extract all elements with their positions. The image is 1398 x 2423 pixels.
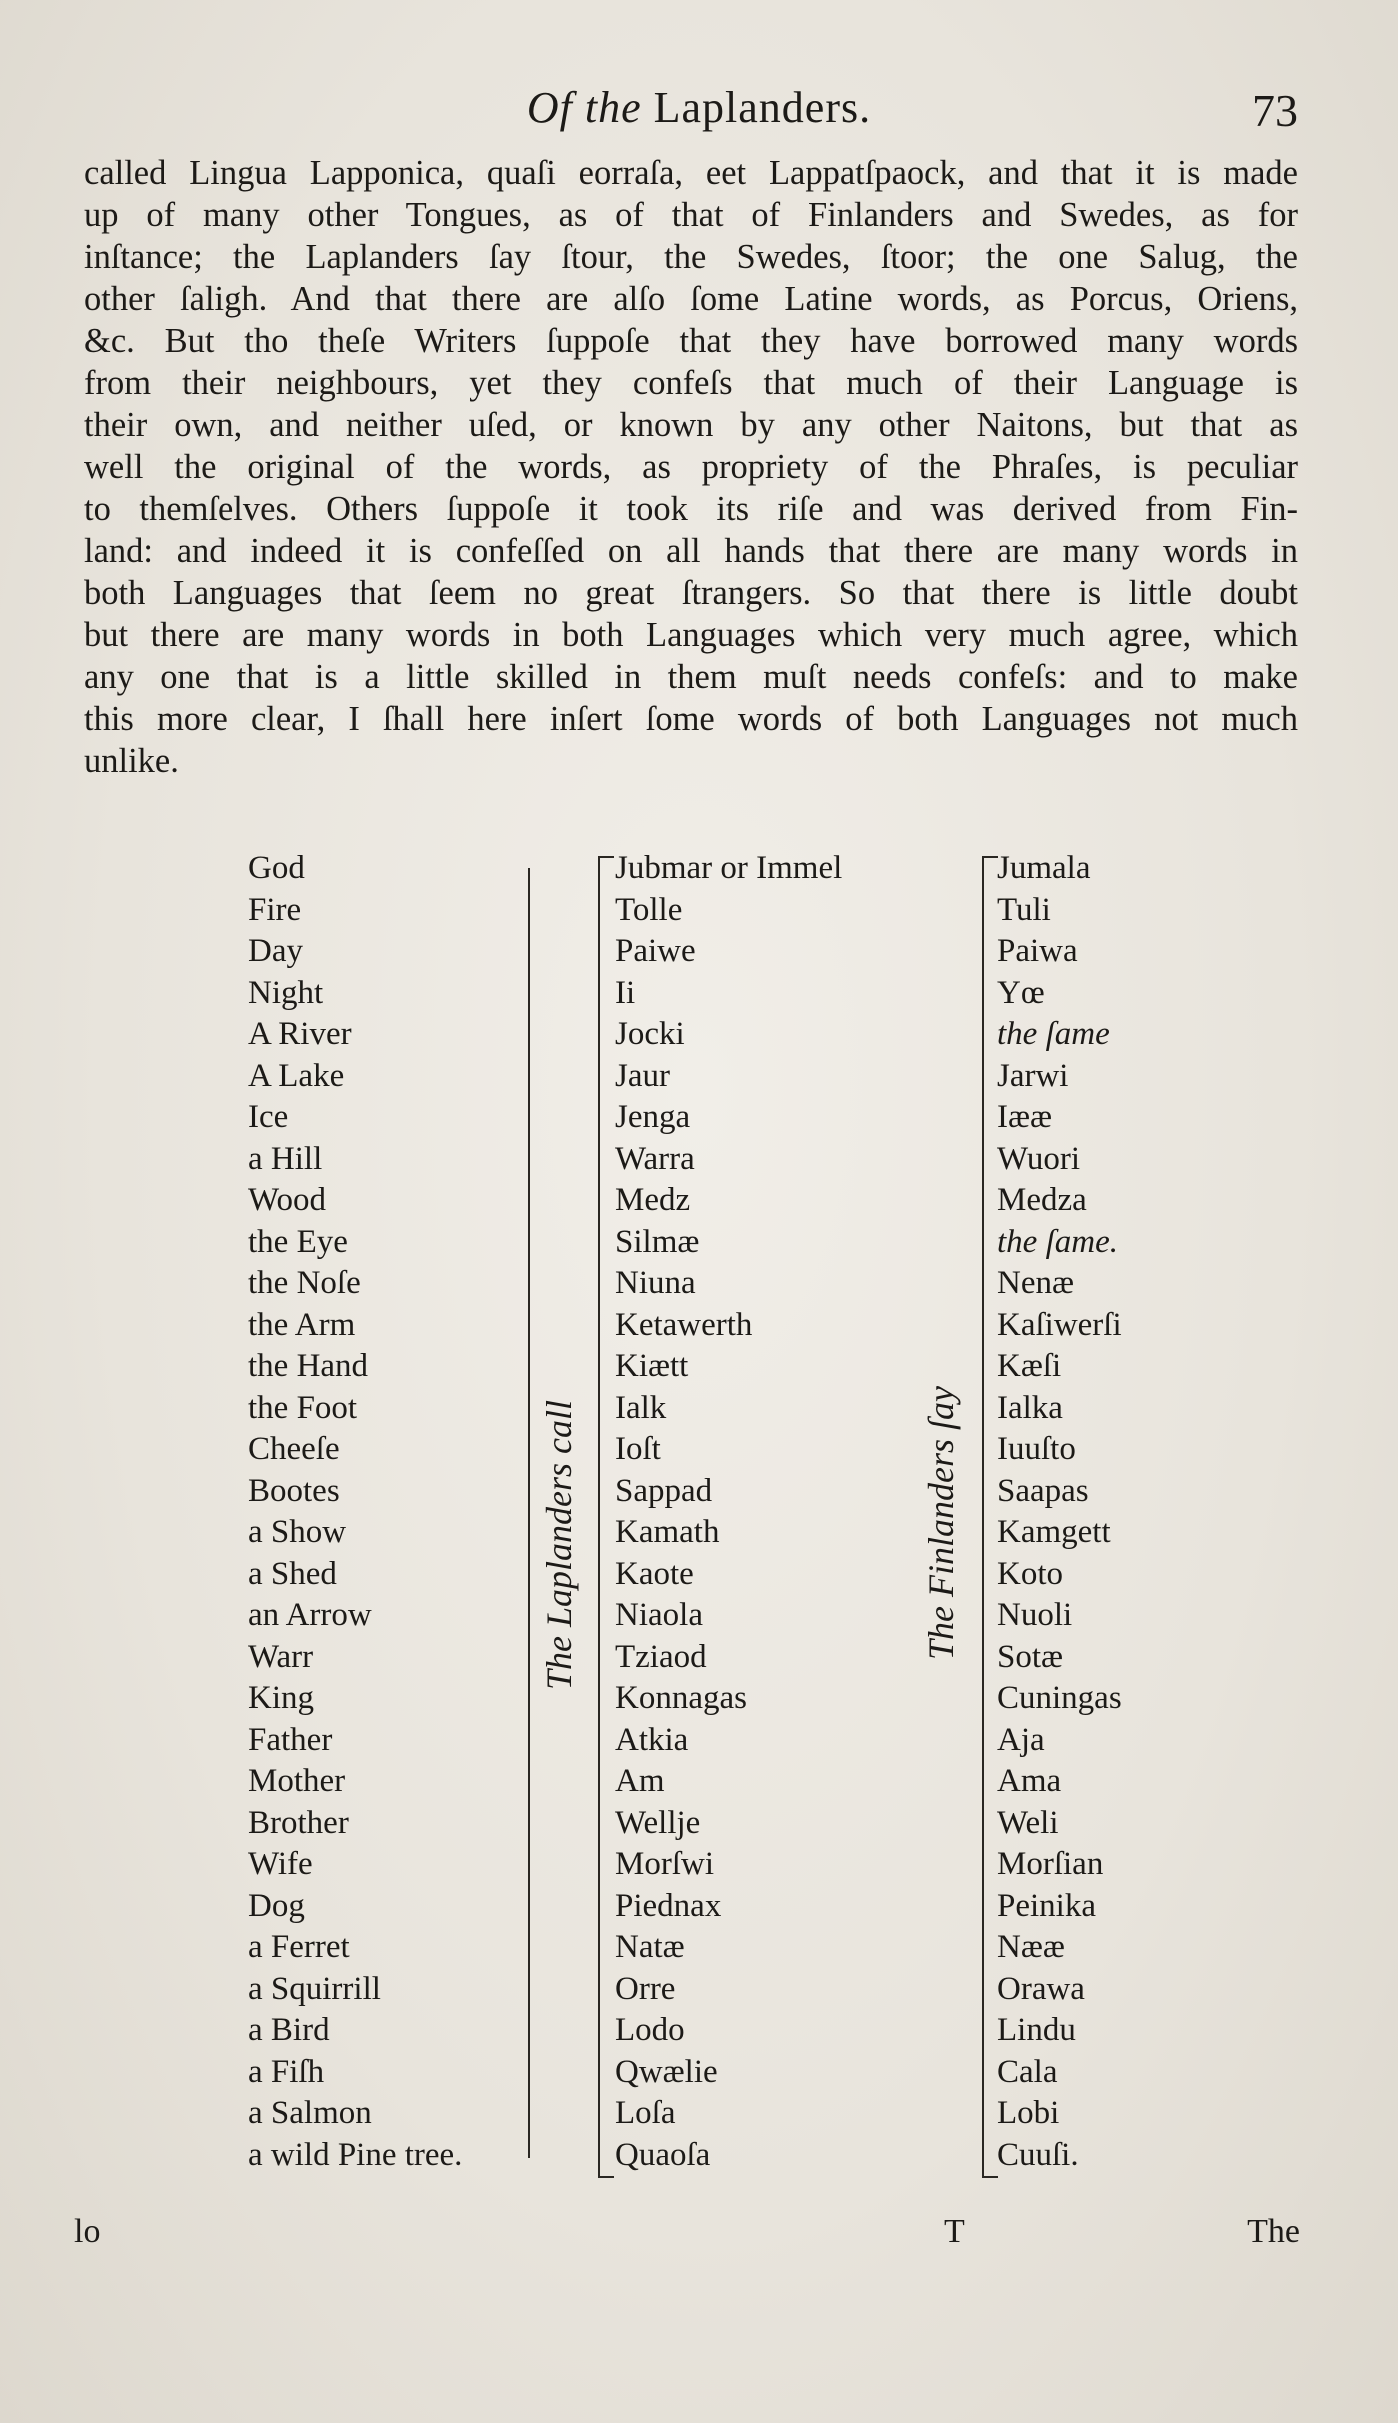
laplander-word: Kamath bbox=[615, 1514, 720, 1550]
laplander-column bbox=[615, 848, 915, 2176]
finlander-word: Iææ bbox=[997, 1099, 1053, 1135]
laplander-word: Kiætt bbox=[615, 1348, 689, 1384]
laplander-word: Lodo bbox=[615, 2012, 685, 2048]
laplander-word: Quaoſa bbox=[615, 2136, 711, 2173]
english-word: a Salmon bbox=[248, 2095, 372, 2131]
finlander-word: Medza bbox=[997, 1182, 1087, 1218]
english-word: a wild Pine tree. bbox=[248, 2136, 463, 2173]
english-word: a Bird bbox=[248, 2012, 330, 2048]
finlander-word: Nææ bbox=[997, 1929, 1065, 1965]
finlander-word: Cuuſi. bbox=[997, 2136, 1079, 2173]
laplander-word: Paiwe bbox=[615, 933, 696, 969]
finlander-word: Koto bbox=[997, 1555, 1063, 1592]
laplander-brace bbox=[528, 868, 530, 2158]
english-word: A River bbox=[248, 1016, 352, 1052]
laplander-word: Tziaod bbox=[615, 1638, 707, 1675]
english-word: Ice bbox=[248, 1099, 289, 1135]
laplander-word: Silmæ bbox=[615, 1223, 700, 1260]
english-word: Night bbox=[248, 974, 324, 1011]
finlander-word: the ſame bbox=[997, 1016, 1110, 1052]
finlander-word: Peinika bbox=[997, 1887, 1096, 1924]
english-word: Wife bbox=[248, 1846, 313, 1882]
finlander-word: Cuningas bbox=[997, 1680, 1122, 1716]
intro-line: &c. But tho theſe Writers ſuppoſe that they have borrowed many words bbox=[84, 322, 1298, 360]
laplander-word: Niaola bbox=[615, 1597, 703, 1633]
laplander-word: Atkia bbox=[615, 1721, 689, 1758]
finlander-bracket bbox=[982, 856, 998, 2178]
intro-line: both Languages that ſeem no great ſtrangers. So that there is little doubt bbox=[84, 574, 1298, 612]
intro-line: their own, and neither uſed, or known by any other Naitons, but that as bbox=[84, 406, 1298, 444]
vocabulary-table bbox=[0, 848, 1398, 2188]
finlander-word: Tuli bbox=[997, 891, 1051, 928]
english-word: a Hill bbox=[248, 1140, 323, 1177]
laplander-word: Jubmar or Immel bbox=[615, 850, 843, 886]
laplander-word: Medz bbox=[615, 1182, 691, 1218]
english-word: Cheeſe bbox=[248, 1431, 340, 1467]
english-word: Father bbox=[248, 1721, 333, 1758]
finlander-word: Nuoli bbox=[997, 1597, 1073, 1633]
finlander-word: Morſian bbox=[997, 1846, 1104, 1882]
laplander-bracket bbox=[598, 856, 614, 2178]
laplander-word: Warra bbox=[615, 1140, 695, 1177]
laplander-word: Konnagas bbox=[615, 1680, 747, 1716]
laplander-word: Qwælie bbox=[615, 2053, 718, 2090]
signature-left: lo bbox=[74, 2213, 101, 2250]
intro-line: land: and indeed it is confeſſed on all hands that there are many words in bbox=[84, 532, 1298, 570]
finlander-word: Yœ bbox=[997, 974, 1045, 1011]
finlander-word: Aja bbox=[997, 1721, 1045, 1758]
english-word: the Foot bbox=[248, 1389, 358, 1426]
intro-line: inſtance; the Laplanders ſay ſtour, the Swedes, ſtoor; the one Salug, the bbox=[84, 238, 1298, 276]
finlander-word: Jumala bbox=[997, 850, 1091, 886]
laplander-word: Natæ bbox=[615, 1929, 685, 1965]
english-word: God bbox=[248, 850, 305, 886]
page-header bbox=[0, 82, 1398, 142]
intro-line: called Lingua Lapponica, quaſi eorraſa, eet Lappatſpaock, and that it is made bbox=[84, 154, 1298, 192]
intro-line: unlike. bbox=[84, 742, 179, 780]
english-word: Warr bbox=[248, 1638, 314, 1675]
english-word: the Eye bbox=[248, 1223, 348, 1260]
laplander-word: Orre bbox=[615, 1970, 676, 2007]
laplander-word: Ialk bbox=[615, 1389, 667, 1426]
english-word: A Lake bbox=[248, 1057, 345, 1094]
english-word: the Arm bbox=[248, 1306, 356, 1343]
laplander-word: Jenga bbox=[615, 1099, 691, 1135]
laplander-word: Piednax bbox=[615, 1887, 722, 1924]
intro-line: other ſaligh. And that there are alſo ſome Latine words, as Porcus, Oriens, bbox=[84, 280, 1298, 318]
laplander-word: Ioſt bbox=[615, 1431, 661, 1467]
laplander-word: Tolle bbox=[615, 891, 683, 928]
laplander-word: Ii bbox=[615, 974, 636, 1011]
intro-line: but there are many words in both Languages which very much agree, which bbox=[84, 616, 1298, 654]
english-word: Day bbox=[248, 933, 303, 969]
finlander-word: Saapas bbox=[997, 1472, 1089, 1509]
english-word: Fire bbox=[248, 891, 302, 928]
finlander-word: Ama bbox=[997, 1763, 1062, 1799]
english-word: the Hand bbox=[248, 1348, 369, 1384]
intro-line: to themſelves. Others ſuppoſe it took its riſe and was derived from Fin- bbox=[84, 490, 1298, 528]
finlander-word: Lobi bbox=[997, 2095, 1060, 2131]
finlander-word: Cala bbox=[997, 2053, 1058, 2090]
english-word: Wood bbox=[248, 1182, 327, 1218]
finlander-word: Kæſi bbox=[997, 1348, 1062, 1384]
english-word: the Noſe bbox=[248, 1265, 361, 1301]
finlander-word: Lindu bbox=[997, 2012, 1076, 2048]
finlander-word: Kaſiwerſi bbox=[997, 1306, 1122, 1343]
english-word: a Fiſh bbox=[248, 2053, 325, 2090]
running-title bbox=[0, 82, 1398, 133]
laplander-word: Sappad bbox=[615, 1472, 713, 1509]
intro-line: this more clear, I ſhall here inſert ſome words of both Languages not much bbox=[84, 700, 1298, 738]
english-word: King bbox=[248, 1680, 314, 1716]
finlander-word: Wuori bbox=[997, 1140, 1080, 1177]
english-word: a Ferret bbox=[248, 1929, 350, 1965]
signature-mark: T bbox=[944, 2213, 965, 2250]
finlander-word: Weli bbox=[997, 1804, 1059, 1841]
english-column bbox=[248, 848, 518, 2176]
intro-line: up of many other Tongues, as of that of Finlanders and Swedes, as for bbox=[84, 196, 1298, 234]
finlander-word: Kamgett bbox=[997, 1514, 1111, 1550]
title-main: Laplanders. bbox=[653, 83, 872, 132]
english-word: Dog bbox=[248, 1887, 305, 1924]
catchword: The bbox=[1247, 2213, 1300, 2250]
finlander-word: Jarwi bbox=[997, 1057, 1069, 1094]
finlander-word: Ialka bbox=[997, 1389, 1063, 1426]
english-word: a Squirrill bbox=[248, 1970, 381, 2007]
english-word: an Arrow bbox=[248, 1597, 372, 1633]
finlander-word: Sotæ bbox=[997, 1638, 1064, 1675]
finlander-word: Nenæ bbox=[997, 1265, 1074, 1301]
english-word: a Show bbox=[248, 1514, 347, 1550]
finlander-word: the ſame. bbox=[997, 1223, 1118, 1260]
finlanders-label: The Finlanders ſay bbox=[921, 1386, 961, 1660]
laplander-word: Loſa bbox=[615, 2095, 676, 2131]
laplander-word: Niuna bbox=[615, 1265, 696, 1301]
intro-line: from their neighbours, yet they confeſs that much of their Language is bbox=[84, 364, 1298, 402]
finlander-word: Orawa bbox=[997, 1970, 1085, 2007]
english-word: Bootes bbox=[248, 1472, 340, 1509]
intro-paragraph bbox=[84, 152, 1298, 782]
english-word: Mother bbox=[248, 1763, 346, 1799]
laplander-word: Wellje bbox=[615, 1804, 701, 1841]
finlander-word: Paiwa bbox=[997, 933, 1078, 969]
english-word: a Shed bbox=[248, 1555, 337, 1592]
finlander-word: Iuuſto bbox=[997, 1431, 1076, 1467]
laplander-word: Am bbox=[615, 1763, 665, 1799]
english-word: Brother bbox=[248, 1804, 349, 1841]
laplander-word: Jaur bbox=[615, 1057, 670, 1094]
laplander-word: Morſwi bbox=[615, 1846, 714, 1882]
intro-line: well the original of the words, as propriety of the Phraſes, is peculiar bbox=[84, 448, 1298, 486]
title-prefix: Of the bbox=[526, 83, 642, 132]
finlander-column bbox=[997, 848, 1317, 2176]
laplander-word: Jocki bbox=[615, 1016, 685, 1052]
page-footer bbox=[0, 2213, 1398, 2263]
laplander-word: Kaote bbox=[615, 1555, 694, 1592]
laplanders-label: The Laplanders call bbox=[539, 1399, 579, 1690]
intro-line: any one that is a little skilled in them muſt needs confeſs: and to make bbox=[84, 658, 1298, 696]
page-number: 73 bbox=[1252, 85, 1298, 136]
laplander-word: Ketawerth bbox=[615, 1306, 753, 1343]
